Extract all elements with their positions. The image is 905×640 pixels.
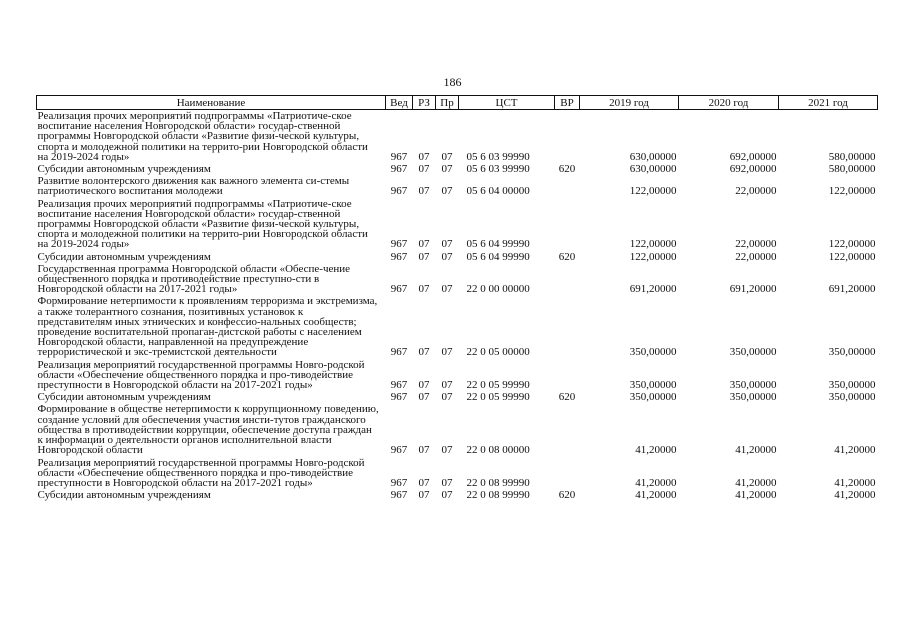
cell-ved: 967 xyxy=(390,250,408,263)
cell-pr: 07 xyxy=(441,150,453,163)
col-header-rz: РЗ xyxy=(413,96,436,110)
cell-2020: 692,00000 xyxy=(729,163,777,176)
cell-pr: 07 xyxy=(441,489,453,502)
cell-2020: 691,20000 xyxy=(729,283,777,296)
cell-rz: 07 xyxy=(418,391,430,404)
table-row xyxy=(37,198,878,251)
cell-pr: 07 xyxy=(441,283,453,296)
col-header-vr: ВР xyxy=(555,96,580,110)
page-number: 186 xyxy=(443,75,462,89)
table-row xyxy=(37,489,878,501)
cell-pr: 07 xyxy=(441,346,453,359)
cell-vr xyxy=(555,457,580,490)
cell-rz: 07 xyxy=(418,489,430,502)
cell-ved: 967 xyxy=(390,238,408,251)
table-row xyxy=(37,403,878,456)
cell-vr xyxy=(555,295,580,358)
cell-2019: 350,00000 xyxy=(629,391,677,404)
cell-2021: 350,00000 xyxy=(828,391,876,404)
cell-2019: 122,00000 xyxy=(629,185,677,198)
cell-2021: 580,00000 xyxy=(828,150,876,163)
cell-vr xyxy=(555,403,580,456)
cell-2021: 122,00000 xyxy=(828,185,876,198)
cell-2019: 122,00000 xyxy=(629,250,677,263)
cell-cst: 22 0 05 00000 xyxy=(466,346,530,359)
cell-rz: 07 xyxy=(418,379,430,392)
cell-2020: 22,00000 xyxy=(735,238,777,251)
cell-cst: 22 0 08 99990 xyxy=(466,489,530,502)
cell-rz: 07 xyxy=(418,346,430,359)
cell-name: Реализация прочих мероприятий подпрограммы «Патриотиче-ское воспитание населения Новгородской области» государ-ственной программы Новгородской области «Развитие физи-ческой культуры, спорта и молодежной политики на террито-рии Новгородской области на 2019-2024 годы» xyxy=(37,110,368,163)
cell-cst: 22 0 05 99990 xyxy=(466,379,530,392)
cell-cst: 05 6 04 00000 xyxy=(466,185,530,198)
cell-vr xyxy=(555,175,580,197)
cell-2020: 350,00000 xyxy=(729,379,777,392)
cell-vr xyxy=(555,198,580,251)
table-row xyxy=(37,457,878,490)
cell-2019: 630,00000 xyxy=(629,163,677,176)
cell-2021: 122,00000 xyxy=(828,250,876,263)
cell-pr: 07 xyxy=(441,238,453,251)
cell-rz: 07 xyxy=(418,444,430,457)
cell-2020: 692,00000 xyxy=(729,150,777,163)
cell-name: Субсидии автономным учреждениям xyxy=(37,163,211,176)
cell-name: Формирование нетерпимости к проявлениям терроризма и экстремизма, а также толерантного сознания, позитивных установок к представителям иных этнических и конфессио-нальных сообществ; проведение воспитательной пропаган-дистской работы с населением Новгородской области, направленной на предупреждение террористической и экс-тремистской деятельности xyxy=(37,295,378,359)
cell-2019: 350,00000 xyxy=(629,379,677,392)
table-row xyxy=(37,251,878,263)
col-header-2020: 2020 год xyxy=(679,96,779,110)
cell-vr xyxy=(555,263,580,296)
cell-vr: 620 xyxy=(558,489,576,502)
cell-cst: 05 6 04 99990 xyxy=(466,250,530,263)
cell-vr xyxy=(555,359,580,392)
cell-pr: 07 xyxy=(441,476,453,489)
cell-rz: 07 xyxy=(418,150,430,163)
cell-pr: 07 xyxy=(441,391,453,404)
cell-cst: 05 6 03 99990 xyxy=(466,163,530,176)
cell-2021: 691,20000 xyxy=(828,283,876,296)
table-row xyxy=(37,163,878,175)
cell-vr: 620 xyxy=(558,250,576,263)
cell-2021: 350,00000 xyxy=(828,379,876,392)
cell-rz: 07 xyxy=(418,283,430,296)
table-row xyxy=(37,295,878,358)
cell-2019: 41,20000 xyxy=(635,444,677,457)
col-header-pr: Пр xyxy=(436,96,459,110)
cell-2020: 41,20000 xyxy=(735,476,777,489)
cell-ved: 967 xyxy=(390,391,408,404)
cell-rz: 07 xyxy=(418,476,430,489)
table-row xyxy=(37,391,878,403)
table-header-row xyxy=(37,96,878,110)
col-header-2019: 2019 год xyxy=(580,96,679,110)
cell-2019: 630,00000 xyxy=(629,150,677,163)
cell-vr: 620 xyxy=(558,391,576,404)
cell-2019: 691,20000 xyxy=(629,283,677,296)
cell-2019: 41,20000 xyxy=(635,489,677,502)
cell-pr: 07 xyxy=(441,163,453,176)
cell-vr: 620 xyxy=(558,163,576,176)
cell-ved: 967 xyxy=(390,379,408,392)
table-row xyxy=(37,263,878,296)
cell-name: Реализация прочих мероприятий подпрограммы «Патриотиче-ское воспитание населения Новгородской области» государ-ственной программы Новгородской области «Развитие физи-ческой культуры, спорта и молодежной политики на террито-рии Новгородской области на 2019-2024 годы» xyxy=(37,197,368,251)
cell-ved: 967 xyxy=(390,476,408,489)
col-header-cst: ЦСТ xyxy=(459,96,555,110)
cell-vr xyxy=(555,110,580,164)
cell-name: Субсидии автономным учреждениям xyxy=(37,489,211,502)
cell-pr: 07 xyxy=(441,250,453,263)
budget-table xyxy=(36,95,878,501)
table-row xyxy=(37,110,878,164)
cell-ved: 967 xyxy=(390,444,408,457)
cell-2020: 22,00000 xyxy=(735,185,777,198)
cell-name: Субсидии автономным учреждениям xyxy=(37,250,211,263)
cell-pr: 07 xyxy=(441,379,453,392)
cell-name: Субсидии автономным учреждениям xyxy=(37,391,211,404)
cell-ved: 967 xyxy=(390,150,408,163)
cell-2020: 22,00000 xyxy=(735,250,777,263)
cell-cst: 22 0 05 99990 xyxy=(466,391,530,404)
cell-rz: 07 xyxy=(418,238,430,251)
cell-2021: 122,00000 xyxy=(828,238,876,251)
cell-cst: 22 0 08 00000 xyxy=(466,444,530,457)
col-header-ved: Вед xyxy=(386,96,413,110)
cell-cst: 05 6 04 99990 xyxy=(466,238,530,251)
cell-2019: 41,20000 xyxy=(635,476,677,489)
cell-2020: 41,20000 xyxy=(735,489,777,502)
cell-cst: 22 0 00 00000 xyxy=(466,283,530,296)
cell-2021: 41,20000 xyxy=(834,476,876,489)
table-row xyxy=(37,359,878,392)
cell-ved: 967 xyxy=(390,346,408,359)
col-header-name: Наименование xyxy=(37,96,386,110)
cell-2021: 41,20000 xyxy=(834,444,876,457)
col-header-2021: 2021 год xyxy=(779,96,878,110)
cell-2019: 122,00000 xyxy=(629,238,677,251)
cell-rz: 07 xyxy=(418,163,430,176)
cell-pr: 07 xyxy=(441,444,453,457)
cell-name: Развитие волонтерского движения как важного элемента си-стемы патриотического воспитания молодежи xyxy=(37,175,350,198)
cell-2021: 41,20000 xyxy=(834,489,876,502)
cell-ved: 967 xyxy=(390,489,408,502)
cell-ved: 967 xyxy=(390,283,408,296)
cell-2021: 350,00000 xyxy=(828,346,876,359)
cell-2020: 350,00000 xyxy=(729,346,777,359)
cell-2019: 350,00000 xyxy=(629,346,677,359)
cell-rz: 07 xyxy=(418,185,430,198)
cell-name: Формирование в обществе нетерпимости к коррупционному поведению, создание условий для обеспечения участия инсти-тутов гражданского общества в противодействии коррупции, обеспечение доступа граждан к информации о деятельности органов исполнительной власти Новгородской области xyxy=(37,403,379,457)
cell-name: Государственная программа Новгородской области «Обеспе-чение общественного порядка и противодействие преступно-сти в Новгородской области на 2017-2021 годы» xyxy=(37,262,351,296)
cell-ved: 967 xyxy=(390,163,408,176)
table-row xyxy=(37,175,878,197)
cell-rz: 07 xyxy=(418,250,430,263)
cell-name: Реализация мероприятий государственной программы Новго-родской области «Обеспечение общественного порядка и про-тиводействие преступности в Новгородской области на 2017-2021 годы» xyxy=(37,358,365,392)
cell-cst: 22 0 08 99990 xyxy=(466,476,530,489)
cell-2020: 350,00000 xyxy=(729,391,777,404)
cell-cst: 05 6 03 99990 xyxy=(466,150,530,163)
cell-ved: 967 xyxy=(390,185,408,198)
cell-name: Реализация мероприятий государственной программы Новго-родской области «Обеспечение общественного порядка и про-тиводействие преступности в Новгородской области на 2017-2021 годы» xyxy=(37,456,365,489)
table-body xyxy=(37,110,878,502)
cell-2021: 580,00000 xyxy=(828,163,876,176)
cell-pr: 07 xyxy=(441,185,453,198)
cell-2020: 41,20000 xyxy=(735,444,777,457)
